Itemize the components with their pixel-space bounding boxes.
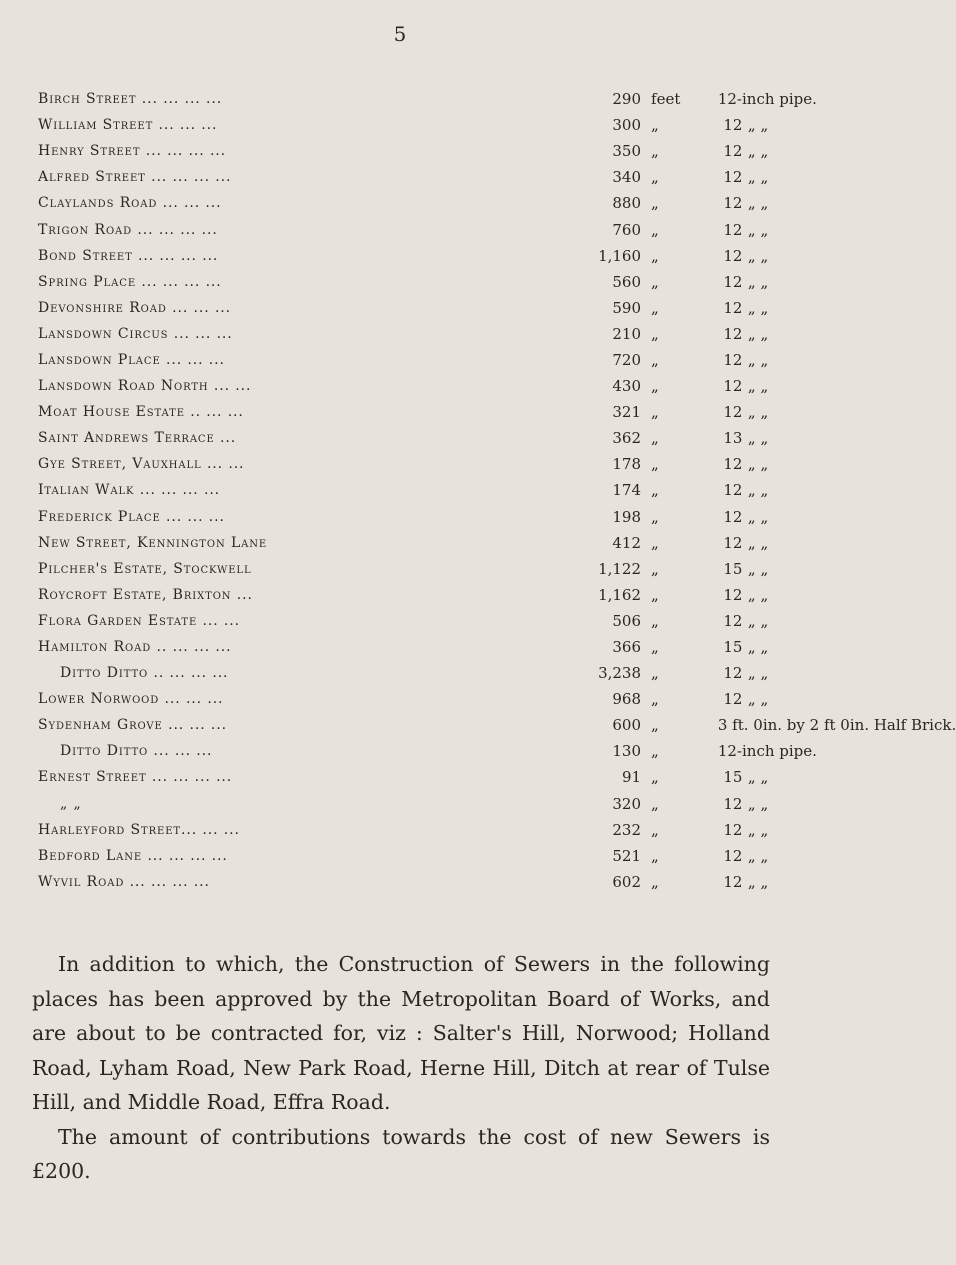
pipe-size: 12 bbox=[723, 220, 743, 239]
street-name: Bond Street ... ... ... ... bbox=[38, 247, 219, 264]
length-unit: „ bbox=[651, 324, 659, 343]
pipe-description: „ „ bbox=[747, 820, 769, 839]
pipe-description: „ „ bbox=[747, 194, 769, 213]
length-unit: feet bbox=[651, 90, 681, 109]
street-name: Gye Street, Vauxhall ... ... bbox=[38, 456, 245, 473]
pipe-size: 15 bbox=[723, 768, 743, 787]
pipe-size: 12 bbox=[723, 872, 743, 891]
street-name: Lower Norwood ... ... ... bbox=[38, 691, 224, 708]
length-unit: „ bbox=[651, 533, 659, 552]
pipe-size: 12 bbox=[723, 846, 743, 865]
street-name: Ditto Ditto ... ... ... bbox=[60, 743, 213, 760]
sewer-length: 91 bbox=[621, 768, 642, 787]
pipe-description: „ „ bbox=[747, 116, 769, 135]
pipe-description: „ „ bbox=[747, 324, 769, 343]
length-unit: „ bbox=[651, 664, 659, 683]
pipe-description: „ „ bbox=[747, 794, 769, 813]
length-unit: „ bbox=[651, 820, 659, 839]
length-unit: „ bbox=[651, 716, 659, 735]
sewer-row bbox=[38, 347, 778, 373]
pipe-description: „ „ bbox=[747, 350, 769, 369]
pipe-size: 12 bbox=[723, 272, 743, 291]
length-unit: „ bbox=[651, 168, 659, 187]
sewer-length: 362 bbox=[612, 429, 642, 448]
pipe-size: 12 bbox=[723, 116, 743, 135]
pipe-size: 13 bbox=[723, 429, 743, 448]
pipe-size: 12 bbox=[723, 690, 743, 709]
sewer-length: 290 bbox=[612, 90, 642, 109]
sewer-length: 720 bbox=[612, 350, 642, 369]
pipe-size: 12 bbox=[723, 377, 743, 396]
pipe-description: „ „ bbox=[747, 533, 769, 552]
length-unit: „ bbox=[651, 377, 659, 396]
street-name: Lansdown Circus ... ... ... bbox=[38, 325, 233, 342]
sewer-row bbox=[38, 164, 778, 190]
sewer-length: 602 bbox=[612, 872, 642, 891]
pipe-description: „ „ bbox=[747, 272, 769, 291]
sewer-length: 366 bbox=[612, 638, 642, 657]
street-name: Lansdown Road North ... ... bbox=[38, 378, 252, 395]
length-unit: „ bbox=[651, 872, 659, 891]
pipe-description: „ „ bbox=[747, 611, 769, 630]
pipe-description: „ „ bbox=[747, 377, 769, 396]
pipe-description: „ „ bbox=[747, 298, 769, 317]
sewer-row bbox=[38, 243, 778, 269]
length-unit: „ bbox=[651, 481, 659, 500]
sewer-length: 1,160 bbox=[598, 246, 642, 265]
pipe-size: 12 bbox=[723, 298, 743, 317]
street-name: Frederick Place ... ... ... bbox=[38, 508, 225, 525]
sewer-row bbox=[38, 738, 778, 764]
pipe-size: 12-inch pipe. bbox=[717, 742, 817, 761]
street-name: Hamilton Road .. ... ... ... bbox=[38, 639, 232, 656]
street-name: „ „ bbox=[60, 795, 82, 812]
sewer-length: 210 bbox=[612, 324, 642, 343]
sewer-length: 198 bbox=[612, 507, 642, 526]
length-unit: „ bbox=[651, 246, 659, 265]
length-unit: „ bbox=[651, 350, 659, 369]
street-name: Ditto Ditto .. ... ... ... bbox=[60, 665, 229, 682]
street-name: Pilcher's Estate, Stockwell bbox=[38, 560, 252, 577]
length-unit: „ bbox=[651, 272, 659, 291]
pipe-size: 12 bbox=[723, 481, 743, 500]
pipe-description: „ „ bbox=[747, 690, 769, 709]
length-unit: „ bbox=[651, 116, 659, 135]
sewer-row bbox=[38, 425, 778, 451]
sewer-row bbox=[38, 86, 778, 112]
sewer-row bbox=[38, 869, 778, 895]
sewer-row bbox=[38, 530, 778, 556]
sewer-length: 600 bbox=[612, 716, 642, 735]
sewer-row bbox=[38, 399, 778, 425]
sewer-row bbox=[38, 321, 778, 347]
street-name: Alfred Street ... ... ... ... bbox=[38, 169, 232, 186]
pipe-description: „ „ bbox=[747, 638, 769, 657]
sewer-row bbox=[38, 295, 778, 321]
length-unit: „ bbox=[651, 742, 659, 761]
sewer-length: 560 bbox=[612, 272, 642, 291]
notes-paragraph-additional-sewers: In addition to which, the Construction of Sewers in the following places has been approved by the Metropolitan Board of Works, and are about to be contracted for, viz : Salter's Hill, Norwood; Holland Road, Lyham Road, New Park Road, Herne Hill, Ditch at rear of Tulse Hill, and Middle Road, Effra Road. bbox=[32, 952, 770, 1114]
length-unit: „ bbox=[651, 142, 659, 161]
length-unit: „ bbox=[651, 220, 659, 239]
length-unit: „ bbox=[651, 507, 659, 526]
street-name: Lansdown Place ... ... ... bbox=[38, 351, 225, 368]
street-name: William Street ... ... ... bbox=[38, 117, 218, 134]
length-unit: „ bbox=[651, 298, 659, 317]
sewer-length: 1,162 bbox=[598, 585, 642, 604]
street-name: Moat House Estate .. ... ... bbox=[38, 404, 244, 421]
sewer-length: 430 bbox=[612, 377, 642, 396]
sewer-length: 178 bbox=[612, 455, 642, 474]
sewer-row bbox=[38, 451, 778, 477]
notes-paragraph-contributions: The amount of contributions towards the cost of new Sewers is £200. bbox=[32, 1124, 770, 1183]
street-name: Wyvil Road ... ... ... ... bbox=[38, 873, 210, 890]
pipe-size: 12 bbox=[723, 350, 743, 369]
street-name: Sydenham Grove ... ... ... bbox=[38, 717, 227, 734]
street-name: Flora Garden Estate ... ... bbox=[38, 612, 240, 629]
sewer-row bbox=[38, 504, 778, 530]
street-name: Trigon Road ... ... ... ... bbox=[38, 221, 218, 238]
sewer-row bbox=[38, 269, 778, 295]
street-name: Ernest Street ... ... ... ... bbox=[38, 769, 233, 786]
street-name: Bedford Lane ... ... ... ... bbox=[38, 847, 228, 864]
pipe-size: 15 bbox=[723, 559, 743, 578]
sewer-row bbox=[38, 190, 778, 216]
sewer-length: 880 bbox=[612, 194, 642, 213]
notes-section bbox=[32, 947, 770, 1189]
pipe-size: 12 bbox=[723, 664, 743, 683]
pipe-description: „ „ bbox=[747, 585, 769, 604]
length-unit: „ bbox=[651, 794, 659, 813]
street-name: Harleyford Street... ... ... bbox=[38, 821, 240, 838]
pipe-size: 12 bbox=[723, 585, 743, 604]
pipe-description: „ „ bbox=[747, 481, 769, 500]
street-name: Birch Street ... ... ... ... bbox=[38, 91, 223, 108]
sewer-length: 350 bbox=[612, 142, 642, 161]
pipe-description: „ „ bbox=[747, 168, 769, 187]
sewer-row bbox=[38, 216, 778, 242]
sewer-length: 340 bbox=[612, 168, 642, 187]
sewer-length: 412 bbox=[612, 533, 642, 552]
pipe-size: 12 bbox=[723, 533, 743, 552]
pipe-description: „ „ bbox=[747, 507, 769, 526]
pipe-size: 12 bbox=[723, 324, 743, 343]
length-unit: „ bbox=[651, 429, 659, 448]
sewer-row bbox=[38, 817, 778, 843]
sewer-length: 590 bbox=[612, 298, 642, 317]
length-unit: „ bbox=[651, 768, 659, 787]
sewer-length: 1,122 bbox=[598, 559, 642, 578]
sewer-length: 521 bbox=[612, 846, 642, 865]
pipe-size: 12 bbox=[723, 455, 743, 474]
pipe-description: „ „ bbox=[747, 220, 769, 239]
pipe-description: „ „ bbox=[747, 664, 769, 683]
pipe-size: 12 bbox=[723, 611, 743, 630]
pipe-size: 12 bbox=[723, 194, 743, 213]
length-unit: „ bbox=[651, 585, 659, 604]
length-unit: „ bbox=[651, 559, 659, 578]
pipe-description: „ „ bbox=[747, 846, 769, 865]
pipe-size: 12-inch pipe. bbox=[717, 90, 817, 109]
sewer-row bbox=[38, 477, 778, 503]
sewer-row bbox=[38, 582, 778, 608]
sewer-row bbox=[38, 712, 778, 738]
pipe-description: „ „ bbox=[747, 246, 769, 265]
pipe-size: 12 bbox=[723, 820, 743, 839]
length-unit: „ bbox=[651, 638, 659, 657]
pipe-description: „ „ bbox=[747, 768, 769, 787]
length-unit: „ bbox=[651, 194, 659, 213]
sewer-row bbox=[38, 373, 778, 399]
pipe-size: 12 bbox=[723, 168, 743, 187]
street-name: Devonshire Road ... ... ... bbox=[38, 299, 232, 316]
length-unit: „ bbox=[651, 455, 659, 474]
sewer-length: 3,238 bbox=[598, 664, 642, 683]
sewer-length: 174 bbox=[612, 481, 642, 500]
sewer-row bbox=[38, 660, 778, 686]
sewer-row bbox=[38, 764, 778, 790]
page-number: 5 bbox=[393, 22, 407, 46]
length-unit: „ bbox=[651, 690, 659, 709]
pipe-size: 12 bbox=[723, 246, 743, 265]
sewer-row bbox=[38, 791, 778, 817]
length-unit: „ bbox=[651, 611, 659, 630]
sewer-row bbox=[38, 138, 778, 164]
pipe-size: 15 bbox=[723, 638, 743, 657]
pipe-description: „ „ bbox=[747, 142, 769, 161]
street-name: Roycroft Estate, Brixton ... bbox=[38, 586, 253, 603]
pipe-size: 12 bbox=[723, 142, 743, 161]
sewer-length: 968 bbox=[612, 690, 642, 709]
pipe-description: „ „ bbox=[747, 429, 769, 448]
sewer-row bbox=[38, 634, 778, 660]
street-name: Saint Andrews Terrace ... bbox=[38, 430, 237, 447]
pipe-description: „ „ bbox=[747, 403, 769, 422]
sewer-row bbox=[38, 608, 778, 634]
street-name: Claylands Road ... ... ... bbox=[38, 195, 222, 212]
length-unit: „ bbox=[651, 403, 659, 422]
street-name: Spring Place ... ... ... ... bbox=[38, 273, 222, 290]
sewer-length: 130 bbox=[612, 742, 642, 761]
sewer-length: 232 bbox=[612, 820, 642, 839]
pipe-description: „ „ bbox=[747, 559, 769, 578]
sewer-length: 506 bbox=[612, 611, 642, 630]
street-name: New Street, Kennington Lane bbox=[38, 534, 268, 551]
street-name: Italian Walk ... ... ... ... bbox=[38, 482, 221, 499]
sewer-table-body bbox=[38, 86, 956, 895]
sewer-row bbox=[38, 686, 778, 712]
sewer-row bbox=[38, 843, 778, 869]
pipe-size: 12 bbox=[723, 403, 743, 422]
sewer-table bbox=[38, 86, 956, 895]
street-name: Henry Street ... ... ... ... bbox=[38, 143, 226, 160]
sewer-length: 760 bbox=[612, 220, 642, 239]
pipe-description: „ „ bbox=[747, 872, 769, 891]
pipe-size: 12 bbox=[723, 794, 743, 813]
sewer-length: 320 bbox=[612, 794, 642, 813]
pipe-size: 12 bbox=[723, 507, 743, 526]
pipe-size: 3 ft. 0in. by 2 ft 0in. Half Brick. bbox=[717, 716, 956, 735]
sewer-length: 300 bbox=[612, 116, 642, 135]
sewer-row bbox=[38, 112, 778, 138]
sewer-length: 321 bbox=[612, 403, 642, 422]
pipe-description: „ „ bbox=[747, 455, 769, 474]
length-unit: „ bbox=[651, 846, 659, 865]
sewer-row bbox=[38, 556, 778, 582]
